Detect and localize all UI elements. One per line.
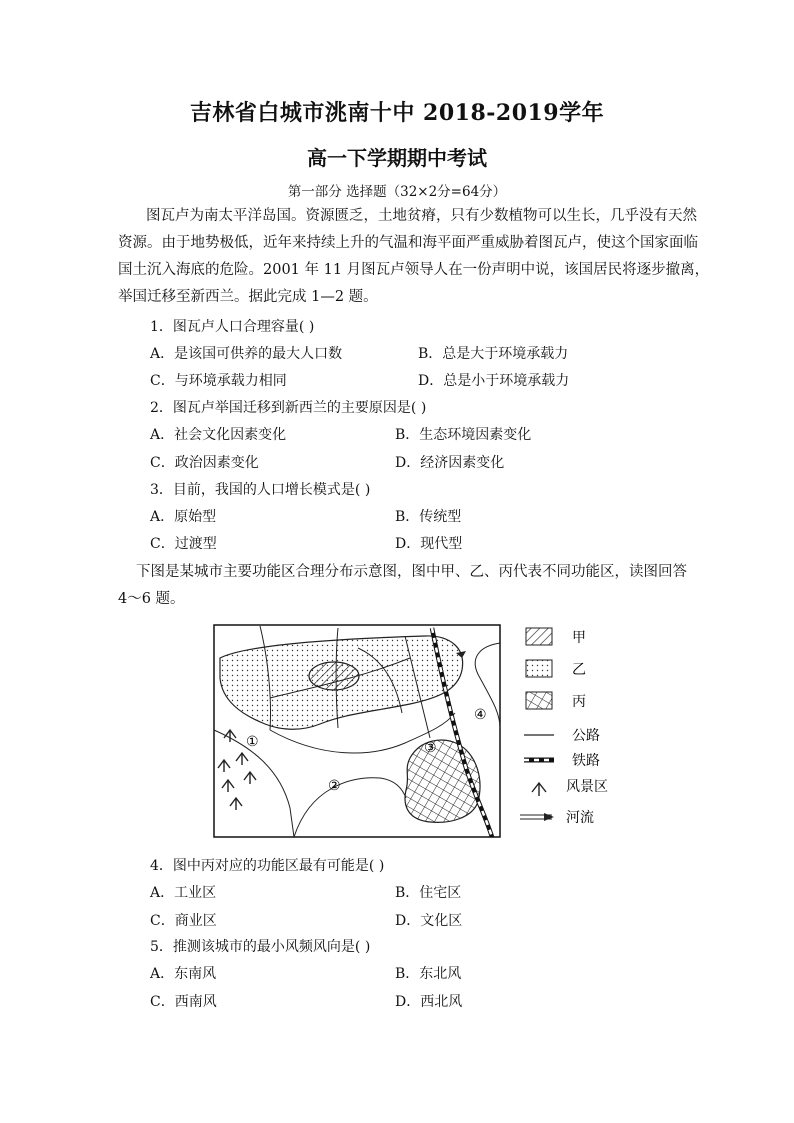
legend-label-bing: 丙 (572, 694, 586, 710)
legend-label-jia: 甲 (572, 630, 586, 646)
legend-label-yi: 乙 (572, 662, 586, 678)
map-legend (520, 628, 608, 826)
question-1-option-a: A．是该国可供养的最大人口数 (150, 346, 343, 362)
legend-scenic-icon (532, 783, 546, 796)
question-2-stem: 2．图瓦卢举国迁移到新西兰的主要原因是( ) (150, 400, 427, 416)
marker-2: ② (328, 778, 341, 794)
question-2-option-c: C．政治因素变化 (150, 455, 259, 471)
question-1-option-b: B．总是大于环境承载力 (418, 346, 569, 362)
question-2-option-d: D．经济因素变化 (395, 455, 505, 471)
legend-swatch-yi (526, 660, 552, 677)
question-4-option-c: C．商业区 (150, 913, 217, 929)
legend-river-arrow (544, 813, 554, 821)
marker-3: ③ (424, 740, 437, 756)
question-4-option-a: A．工业区 (150, 885, 217, 901)
title-line-1: 吉林省白城市洮南十中 2018-2019学年 (189, 100, 605, 126)
intro1-line: 举国迁移至新西兰。据此完成 1—2 题。 (118, 289, 378, 305)
question-2-option-b: B．生态环境因素变化 (395, 427, 532, 443)
question-5-option-b: B．东北风 (395, 966, 462, 982)
question-1-option-d: D．总是小于环境承载力 (418, 373, 570, 389)
question-5-option-c: C．西南风 (150, 994, 217, 1010)
marker-1: ① (246, 734, 259, 750)
intro1-line: 国土沉入海底的危险。2001 年 11 月图瓦卢领导人在一份声明中说，该国居民将逐步撤离， (118, 262, 710, 278)
question-5-stem: 5．推测该城市的最小风频风向是( ) (150, 939, 371, 955)
question-2-option-a: A．社会文化因素变化 (150, 427, 287, 443)
question-4-option-d: D．文化区 (395, 913, 463, 929)
question-4-option-b: B．住宅区 (395, 885, 462, 901)
question-4-stem: 4．图中丙对应的功能区最有可能是( ) (150, 858, 385, 874)
question-5-option-d: D．西北风 (395, 994, 463, 1010)
intro1-line: 资源。由于地势极低，近年来持续上升的气温和海平面严重威胁着图瓦卢，使这个国家面临 (118, 235, 698, 251)
legend-label-railway: 铁路 (572, 753, 600, 769)
legend-label-scenic: 风景区 (566, 779, 608, 795)
question-3-option-a: A．原始型 (150, 509, 217, 525)
legend-label-river: 河流 (566, 810, 594, 826)
title-line-2: 高一下学期期中考试 (307, 146, 487, 170)
section-heading: 第一部分 选择题（32×2分=64分） (287, 184, 507, 200)
intro1-line: 图瓦卢为南太平洋岛国。资源匮乏，土地贫瘠，只有少数植物可以生长，几乎没有天然 (146, 208, 697, 224)
question-3-stem: 3．目前，我国的人口增长模式是( ) (150, 482, 371, 498)
question-3-option-d: D．现代型 (395, 536, 463, 552)
legend-swatch-jia (526, 628, 552, 645)
question-3-option-b: B．传统型 (395, 509, 462, 525)
question-3-option-c: C．过渡型 (150, 536, 217, 552)
legend-label-road: 公路 (572, 728, 600, 744)
legend-swatch-bing (526, 692, 552, 709)
intro2-line: 下图是某城市主要功能区合理分布示意图，图中甲、乙、丙代表不同功能区，读图回答 (136, 564, 687, 580)
question-5-option-a: A．东南风 (150, 966, 217, 982)
zone-jia (309, 662, 359, 690)
marker-4: ④ (474, 707, 487, 723)
city-function-zone-map (210, 618, 620, 843)
question-1-option-c: C．与环境承载力相同 (150, 373, 287, 389)
question-1-stem: 1．图瓦卢人口合理容量( ) (150, 319, 315, 335)
intro2-line: 4～6 题。 (118, 591, 185, 607)
